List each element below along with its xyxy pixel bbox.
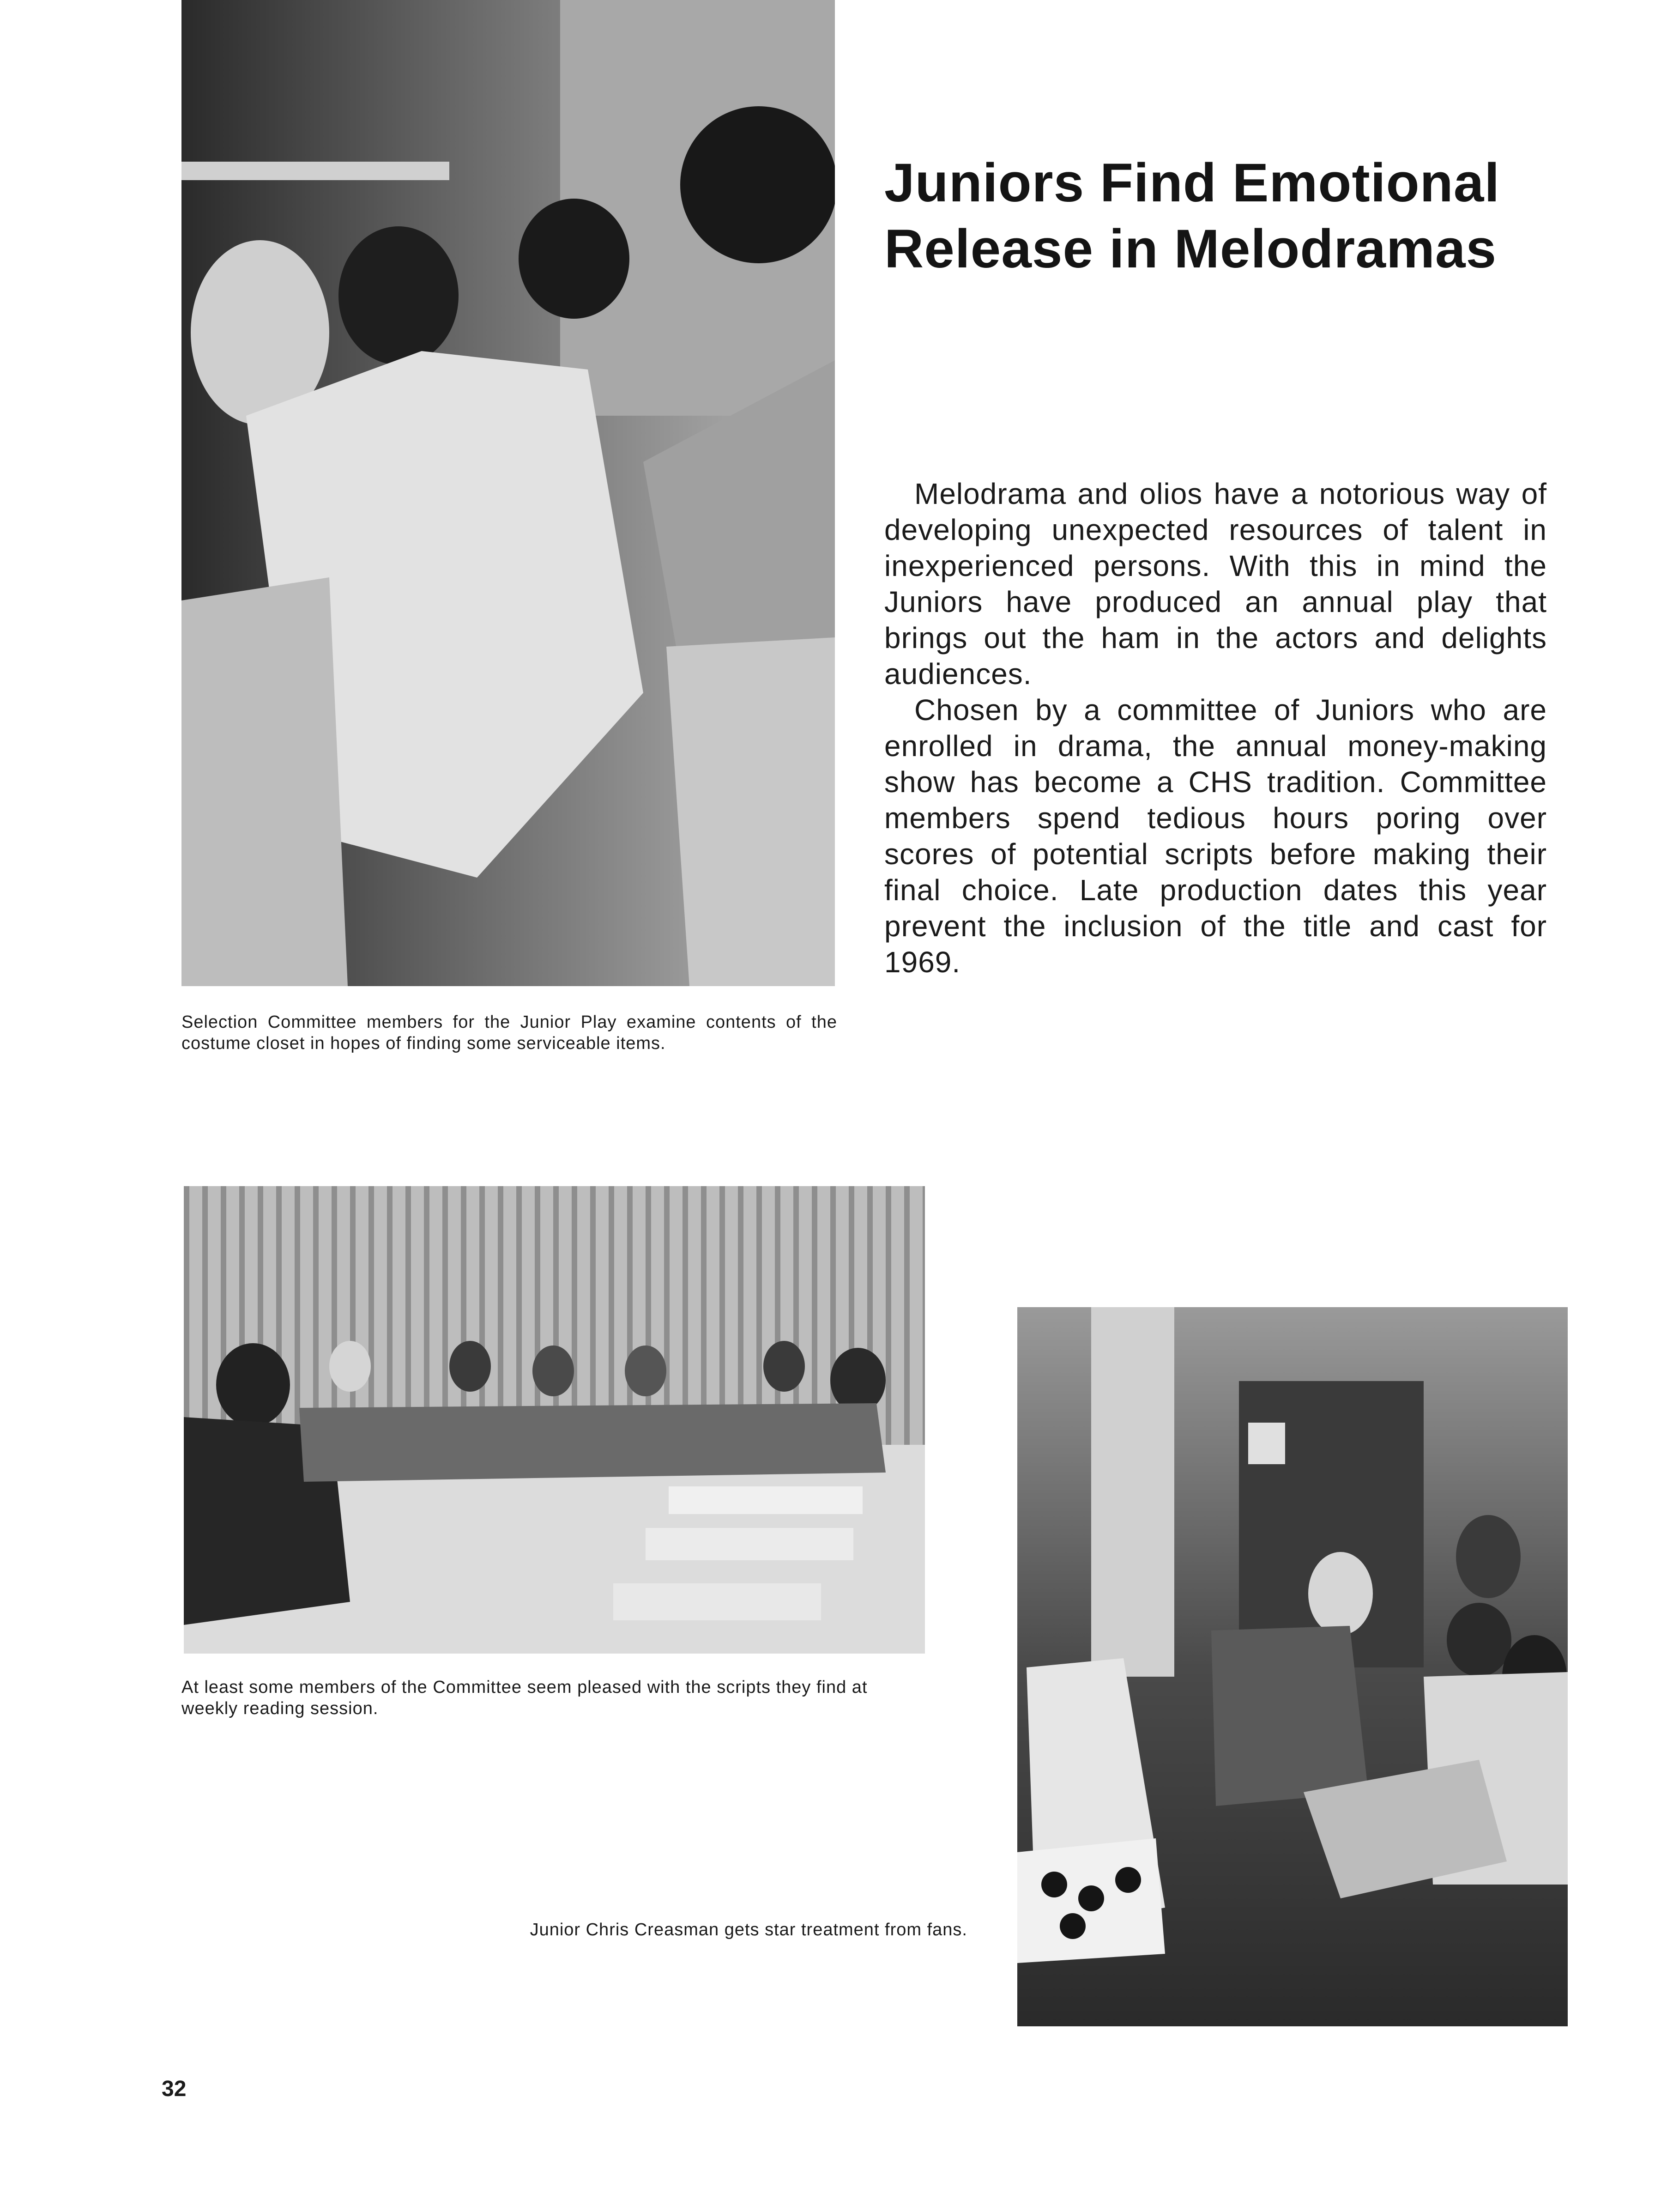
article-body xyxy=(884,476,1547,980)
star-treatment-caption: Junior Chris Creasman gets star treatment from fans. xyxy=(530,1920,967,1939)
page-number: 32 xyxy=(162,2077,187,2101)
star-treatment-photo-image xyxy=(1017,1307,1568,2026)
headline xyxy=(884,150,1577,282)
costume-closet-caption: Selection Committee members for the Junior Play examine contents of the costume closet in hopes of finding some serviceable items. xyxy=(181,1012,837,1053)
reading-session-photo xyxy=(184,1186,925,1654)
body-paragraph-2: Chosen by a committee of Juniors who are enrolled in drama, the annual money-making show has become a CHS tradition. Committee members spend tedious hours poring over scores of potential scripts before making their final choice. Late production dates this year prevent the inclusion of the title and cast for 1969. xyxy=(884,693,1547,979)
reading-session-photo-image xyxy=(184,1186,925,1654)
costume-closet-photo-image xyxy=(181,0,835,986)
reading-session-caption: At least some members of the Committee seem pleased with the scripts they find at weekly reading session. xyxy=(181,1678,868,1718)
body-paragraph-1: Melodrama and olios have a notorious way of developing unexpected resources of talent in inexperienced persons. With this in mind the Juniors have produced an annual play that brings out the ham in the actors and delights audiences. xyxy=(884,477,1547,691)
star-treatment-photo xyxy=(1017,1307,1568,2026)
headline-line-2: Release in Melodramas xyxy=(884,218,1497,279)
costume-closet-photo xyxy=(181,0,835,986)
headline-line-1: Juniors Find Emotional xyxy=(884,152,1500,213)
